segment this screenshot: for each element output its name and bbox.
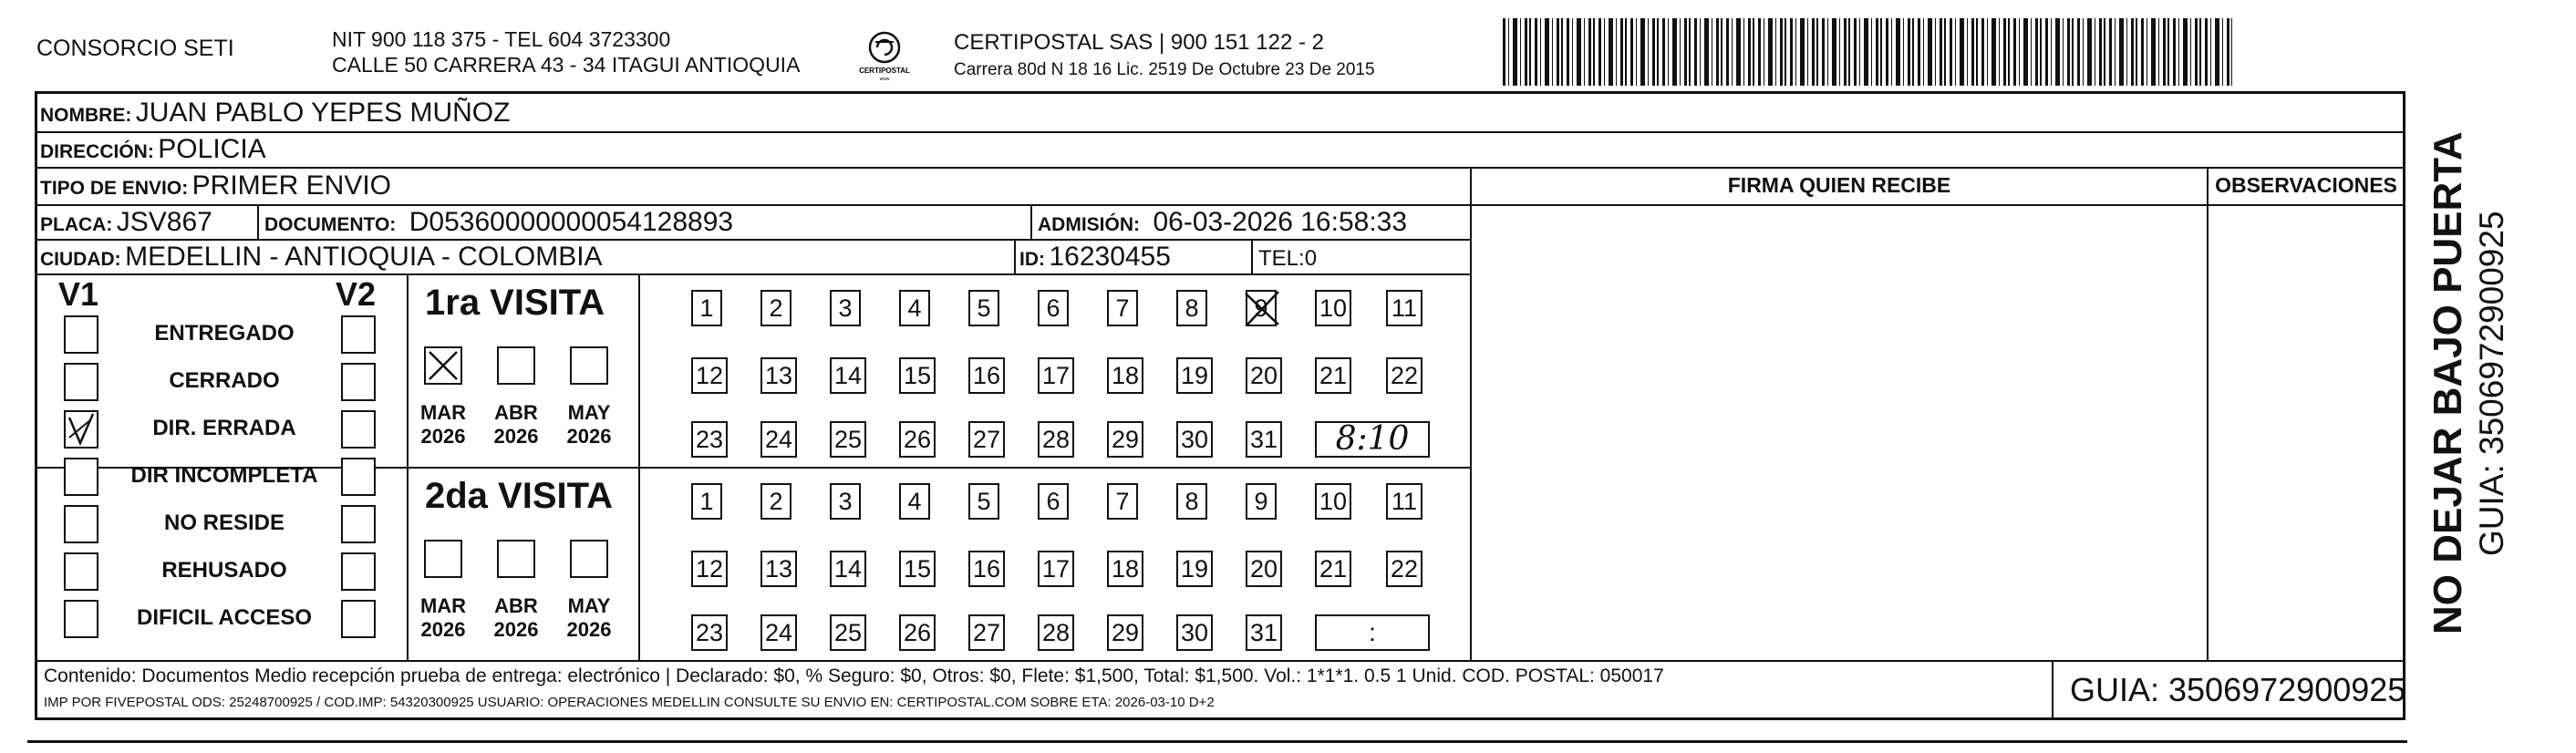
tel-label: TEL: <box>1258 246 1305 271</box>
v2-label: V2 <box>336 275 377 313</box>
v1-label: V1 <box>58 275 99 313</box>
footer-guide-number: GUIA: 3506972900925 <box>2070 671 2406 708</box>
second-visit-day[interactable]: 20 <box>1246 551 1282 587</box>
observations-header: OBSERVACIONES <box>2215 173 2397 197</box>
first-visit-day[interactable]: 1 <box>691 290 722 326</box>
v1-checkbox[interactable] <box>64 505 98 543</box>
first-visit-day[interactable]: 2 <box>760 290 791 326</box>
name-field <box>40 97 510 134</box>
shipment-value: PRIMER ENVIO <box>191 170 392 201</box>
second-visit-day[interactable]: 15 <box>899 551 936 587</box>
first-visit-day[interactable]: 29 <box>1107 421 1143 458</box>
contents-line: Contenido: Documentos Medio recepción prueba de entrega: electrónico | Declarado: $0, % Seguro: $0, Otros: $0, Flete: $1,500, Total: $1,500. Vol.: 1*1*1. 0.5 1 Unid. COD. POSTAL: 050017 <box>44 665 1664 686</box>
first-visit-day[interactable]: 7 <box>1107 290 1138 326</box>
v2-checkbox[interactable] <box>341 315 376 354</box>
month-label: MAY 2026 <box>566 594 612 641</box>
plate-label: PLACA: <box>40 214 113 235</box>
id-field <box>1019 241 1171 278</box>
first-visit-day[interactable]: 13 <box>760 357 797 394</box>
first-visit-day[interactable]: 18 <box>1107 357 1143 394</box>
first-visit-day[interactable]: 25 <box>830 421 866 458</box>
barcode <box>1503 18 2232 86</box>
second-visit-month-box[interactable] <box>570 540 608 578</box>
first-visit-day[interactable]: 17 <box>1038 357 1074 394</box>
side-guide-number: GUIA: 3506972900925 <box>2473 211 2510 556</box>
status-label: NO RESIDE <box>163 511 285 535</box>
license-line: Carrera 80d N 18 16 Lic. 2519 De Octubre 23 De 2015 <box>954 60 1375 79</box>
month-label: MAY 2026 <box>566 401 612 448</box>
v1-checkbox[interactable] <box>64 458 98 496</box>
print-line: IMP POR FIVEPOSTAL ODS: 25248700925 / COD.IMP: 54320300925 USUARIO: OPERACIONES MEDELLIN CONSULTE SU ENVIO EN: CERTIPOSTAL.COM SOBRE ETA: 2026-03-10 D+2 <box>44 695 1215 710</box>
id-value: 16230455 <box>1049 242 1171 272</box>
document-value: D05360000000054128893 <box>409 207 734 237</box>
plate-field <box>40 206 212 243</box>
second-visit-day[interactable]: 6 <box>1038 483 1069 520</box>
tel-value: 0 <box>1304 246 1318 271</box>
second-visit-day[interactable]: 7 <box>1107 483 1138 520</box>
second-visit-day[interactable]: 10 <box>1315 483 1351 520</box>
status-label: DIR. ERRADA <box>152 416 296 440</box>
v1-checkbox[interactable] <box>64 363 98 401</box>
second-visit-day[interactable]: 1 <box>691 483 722 520</box>
address-line: CALLE 50 CARRERA 43 - 34 ITAGUI ANTIOQUIA <box>332 53 801 77</box>
second-visit-day[interactable]: 3 <box>830 483 861 520</box>
first-visit-day[interactable]: 31 <box>1246 421 1282 458</box>
status-label: DIR INCOMPLETA <box>130 463 318 488</box>
month-label: ABR 2026 <box>493 594 539 641</box>
second-visit-day[interactable]: 2 <box>760 483 791 520</box>
admission-label: ADMISIÓN: <box>1038 214 1140 235</box>
first-visit-day[interactable]: 11 <box>1386 290 1422 326</box>
operator-line: CERTIPOSTAL SAS | 900 151 122 - 2 <box>954 30 1324 55</box>
first-visit-day[interactable]: 8 <box>1176 290 1207 326</box>
name-label: NOMBRE: <box>40 105 132 126</box>
first-visit-day[interactable]: 24 <box>760 421 797 458</box>
tel-field <box>1258 242 1317 275</box>
month-label: MAR 2026 <box>419 594 467 641</box>
shipment-field <box>40 170 391 207</box>
second-visit-day[interactable]: 24 <box>760 614 797 651</box>
v2-checkbox[interactable] <box>341 505 376 543</box>
v2-checkbox[interactable] <box>341 363 376 401</box>
admission-field <box>1038 206 1407 243</box>
address-field <box>40 133 266 170</box>
first-visit-day[interactable]: 28 <box>1038 421 1074 458</box>
second-visit-day[interactable]: 29 <box>1107 614 1143 651</box>
second-visit-day[interactable]: 8 <box>1176 483 1207 520</box>
first-visit-day[interactable]: 26 <box>899 421 936 458</box>
status-label: DIFICIL ACCESO <box>136 605 312 630</box>
first-visit-day[interactable]: 23 <box>691 421 728 458</box>
first-visit-month-box[interactable] <box>424 346 462 385</box>
status-label: CERRADO <box>169 368 280 393</box>
second-visit-day[interactable]: 13 <box>760 551 797 587</box>
first-visit-day[interactable]: 22 <box>1386 357 1422 394</box>
v1-checkbox[interactable] <box>64 600 98 638</box>
first-visit-day[interactable]: 14 <box>830 357 866 394</box>
second-visit-day[interactable]: 4 <box>899 483 930 520</box>
second-visit-day[interactable]: 22 <box>1386 551 1422 587</box>
id-label: ID: <box>1019 249 1045 270</box>
second-visit-day[interactable]: 16 <box>968 551 1005 587</box>
first-visit-day[interactable]: 5 <box>968 290 999 326</box>
v2-checkbox[interactable] <box>341 552 376 591</box>
first-visit-title: 1ra VISITA <box>425 283 605 323</box>
svg-text:CERTIPOSTAL: CERTIPOSTAL <box>859 67 910 75</box>
second-visit-day[interactable]: 30 <box>1176 614 1213 651</box>
v1-checkbox[interactable] <box>64 410 98 449</box>
month-label: ABR 2026 <box>493 401 539 448</box>
no-under-door-warning: NO DEJAR BAJO PUERTA <box>2426 131 2470 634</box>
status-label: REHUSADO <box>161 558 287 583</box>
certipostal-logo <box>857 27 912 86</box>
second-visit-day[interactable]: 11 <box>1386 483 1422 520</box>
address-value: POLICIA <box>158 134 266 164</box>
first-visit-day[interactable]: 21 <box>1315 357 1351 394</box>
first-visit-day[interactable]: 10 <box>1315 290 1351 326</box>
second-visit-day[interactable]: 28 <box>1038 614 1074 651</box>
second-visit-day[interactable]: 14 <box>830 551 866 587</box>
status-label: ENTREGADO <box>154 321 295 346</box>
second-visit-day[interactable]: 25 <box>830 614 866 651</box>
second-visit-day[interactable]: 18 <box>1107 551 1143 587</box>
second-visit-day[interactable]: 23 <box>691 614 728 651</box>
v1-checkbox[interactable] <box>64 552 98 591</box>
first-visit-day[interactable]: 20 <box>1246 357 1282 394</box>
second-visit-day[interactable]: 9 <box>1246 483 1277 520</box>
first-visit-day[interactable]: 15 <box>899 357 936 394</box>
first-visit-day[interactable]: 27 <box>968 421 1005 458</box>
first-visit-day[interactable]: 12 <box>691 357 728 394</box>
second-visit-day[interactable]: 19 <box>1176 551 1213 587</box>
nit-line: NIT 900 118 375 - TEL 604 3723300 <box>332 27 671 51</box>
month-label: MAR 2026 <box>419 401 467 448</box>
document-field <box>264 206 733 243</box>
shipment-label: TIPO DE ENVIO: <box>40 178 189 199</box>
svg-text:www: www <box>879 77 890 82</box>
first-visit-day[interactable]: 30 <box>1176 421 1213 458</box>
second-visit-day[interactable]: 5 <box>968 483 999 520</box>
name-value: JUAN PABLO YEPES MUÑOZ <box>135 98 511 128</box>
first-visit-day[interactable]: 19 <box>1176 357 1213 394</box>
second-visit-day[interactable]: 21 <box>1315 551 1351 587</box>
city-value: MEDELLIN - ANTIOQUIA - COLOMBIA <box>125 242 603 272</box>
v1-checkbox[interactable] <box>64 315 98 354</box>
v2-checkbox[interactable] <box>341 600 376 638</box>
second-visit-month-box[interactable] <box>497 540 535 578</box>
second-visit-day[interactable]: 17 <box>1038 551 1074 587</box>
first-visit-day[interactable]: 9 <box>1246 290 1277 326</box>
first-visit-month-box[interactable] <box>570 346 608 385</box>
first-visit-day[interactable]: 4 <box>899 290 930 326</box>
document-label: DOCUMENTO: <box>264 214 397 235</box>
v2-checkbox[interactable] <box>341 458 376 496</box>
second-visit-day[interactable]: 31 <box>1246 614 1282 651</box>
v2-checkbox[interactable] <box>341 410 376 449</box>
second-visit-title: 2da VISITA <box>425 476 613 516</box>
city-field <box>40 241 603 278</box>
address-label: DIRECCIÓN: <box>40 141 154 162</box>
second-visit-time[interactable]: : <box>1315 614 1430 651</box>
second-visit-day[interactable]: 12 <box>691 551 728 587</box>
first-visit-day[interactable]: 3 <box>830 290 861 326</box>
first-visit-time[interactable]: 8:10 <box>1315 421 1430 458</box>
first-visit-day[interactable]: 16 <box>968 357 1005 394</box>
first-visit-day[interactable]: 6 <box>1038 290 1069 326</box>
second-visit-day[interactable]: 26 <box>899 614 936 651</box>
first-visit-month-box[interactable] <box>497 346 535 385</box>
city-label: CIUDAD: <box>40 249 121 270</box>
company-name: CONSORCIO SETI <box>36 36 234 61</box>
signature-header: FIRMA QUIEN RECIBE <box>1727 173 1951 197</box>
second-visit-month-box[interactable] <box>424 540 462 578</box>
second-visit-day[interactable]: 27 <box>968 614 1005 651</box>
plate-value: JSV867 <box>116 207 212 237</box>
admission-value: 06-03-2026 16:58:33 <box>1153 207 1408 237</box>
